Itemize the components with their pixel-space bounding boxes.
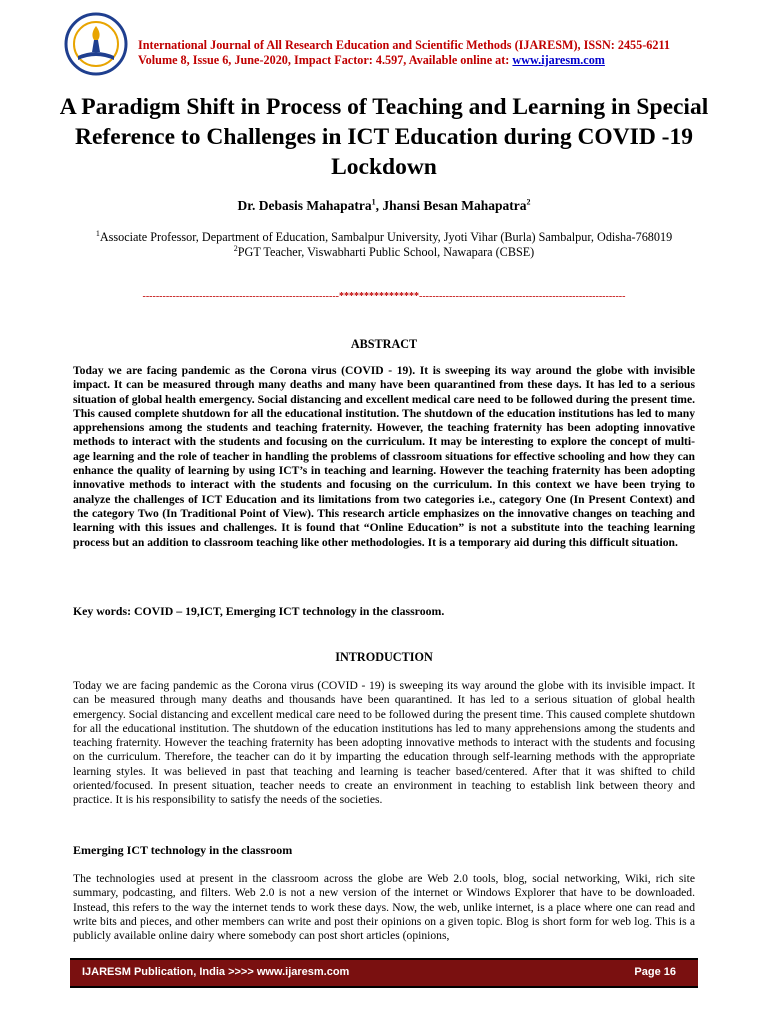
abstract-heading: ABSTRACT (350, 337, 418, 351)
divider-left-dashes: ----------------------------------------------------------- (142, 291, 339, 302)
paper-title: A Paradigm Shift in Process of Teaching and Learning in Special Reference to Challenges in ICT Education during COVID -19 Lockdown (59, 94, 709, 180)
torch-book-emblem-icon (64, 12, 128, 76)
journal-name-line: International Journal of All Research Education and Scientific Methods (IJARESM), ISSN: 2455-6211 (138, 38, 670, 52)
keywords-line: Key words: COVID – 19,ICT, Emerging ICT technology in the classroom. (73, 604, 445, 618)
footer-page-number: Page 16 (634, 966, 676, 978)
author-1-name: Dr. Debasis Mahapatra (237, 198, 372, 213)
introduction-body: Today we are facing pandemic as the Corona virus (COVID - 19) is sweeping its way around the globe with its invisible impact. It can be measured through many deaths and thousands have been quarantined. It has led to a serious situation of global health emergency. Social distancing and excellent medical care need to be followed during the present time. This caused complete shutdown for all the educational institution. The shutdown of the education institutions has led to many apprehensions among the students and teaching fraternity. However the teaching fraternity has been adopting innovative methods to interact with the students and focusing on the curriculum. Therefore, the teacher can do it by imparting the education through self-learning methods with the appropriate learning styles. It was believed in past that teaching and learning is teacher based/centered. After that it was shifted to child oriented/focused. In present situation, teacher needs to create an environment in teaching to establish link between theory and practice. It is his responsibility to satisfy the needs of the societies. (73, 679, 695, 807)
affiliation-2-text: PGT Teacher, Viswabharti Public School, Nawapara (CBSE) (237, 245, 535, 259)
author-2-sup: 2 (526, 197, 531, 207)
author-1-sup: 1 (371, 197, 376, 207)
affiliation-1-sup: 1 (95, 228, 100, 238)
affiliation-2 (0, 245, 768, 260)
page-footer (70, 958, 698, 988)
author-line (0, 198, 768, 214)
journal-header (138, 38, 738, 68)
section-divider (0, 291, 768, 302)
affiliation-2-sup: 2 (233, 243, 238, 253)
affiliation-1-text: Associate Professor, Department of Education, Sambalpur University, Jyoti Vihar (Burla) Sambalpur, Odisha-768019 (99, 230, 673, 244)
emerging-ict-heading: Emerging ICT technology in the classroom (73, 843, 293, 857)
author-2-name: Jhansi Besan Mahapatra (382, 198, 527, 213)
divider-right-dashes: -------------------------------------------------------------- (419, 291, 626, 302)
introduction-heading: INTRODUCTION (335, 650, 433, 664)
author-separator: , (375, 198, 383, 213)
emerging-ict-body: The technologies used at present in the classroom across the globe are Web 2.0 tools, blog, social networking, Wiki, rich site summary, podcasting, and filters. Web 2.0 is not a new version of the internet or Windows Explorer that have to be downloaded. Instead, this refers to the way the internet tends to work these days. Now, the web, unlike internet, is a place where one can read and write bits and pieces, and other members can write and post their opinions on a given topic. Blog is short form for web log. This is a publicly available online dairy where somebody can post short articles (opinions, (73, 872, 695, 943)
journal-issue-text: Volume 8, Issue 6, June-2020, Impact Factor: 4.597, Available online at: (138, 53, 513, 67)
journal-url-link[interactable]: www.ijaresm.com (512, 53, 605, 67)
footer-publication: IJARESM Publication, India >>>> www.ijaresm.com (82, 966, 350, 978)
abstract-body: Today we are facing pandemic as the Corona virus (COVID - 19). It is sweeping its way around the globe with invisible impact. It can be measured through many deaths and many have been quarantined from these days. It has led to a serious situation of global health emergency. Social distancing and excellent medical care need to be followed during the present time. This caused complete shutdown for all the educational institution. The shutdown of the education institutions has led to many apprehensions among the students and teaching fraternity. However, the teaching fraternity has been adopting innovative methods to interact with the students and focusing on the curriculum. It may be interesting to explore the concept of multi-age learning and the role of teacher in handling the problems of classroom situations for effective schooling and how they can enhance the quality of learning by using ICT’s in teaching and learning. However the teaching fraternity has been adopting innovative methods to interact with the students and focusing on the curriculum. In this context we have been trying to analyze the challenges of ICT Education and its limitations from two categories i.e., category One (In Present Context) and the category Two (In Traditional Point of View). This research article emphasizes on the innovative changes on teaching and learning with this issues and challenges. It is found that “Online Education” is not a substitute into the teaching learning process but an addition to classroom teaching like other methodologies. It is a temporary aid during this difficult situation. (73, 364, 695, 549)
journal-issue-line (138, 53, 738, 68)
journal-logo (64, 12, 128, 76)
affiliation-1 (0, 230, 768, 245)
divider-stars: **************** (339, 291, 419, 302)
affiliations (0, 230, 768, 260)
